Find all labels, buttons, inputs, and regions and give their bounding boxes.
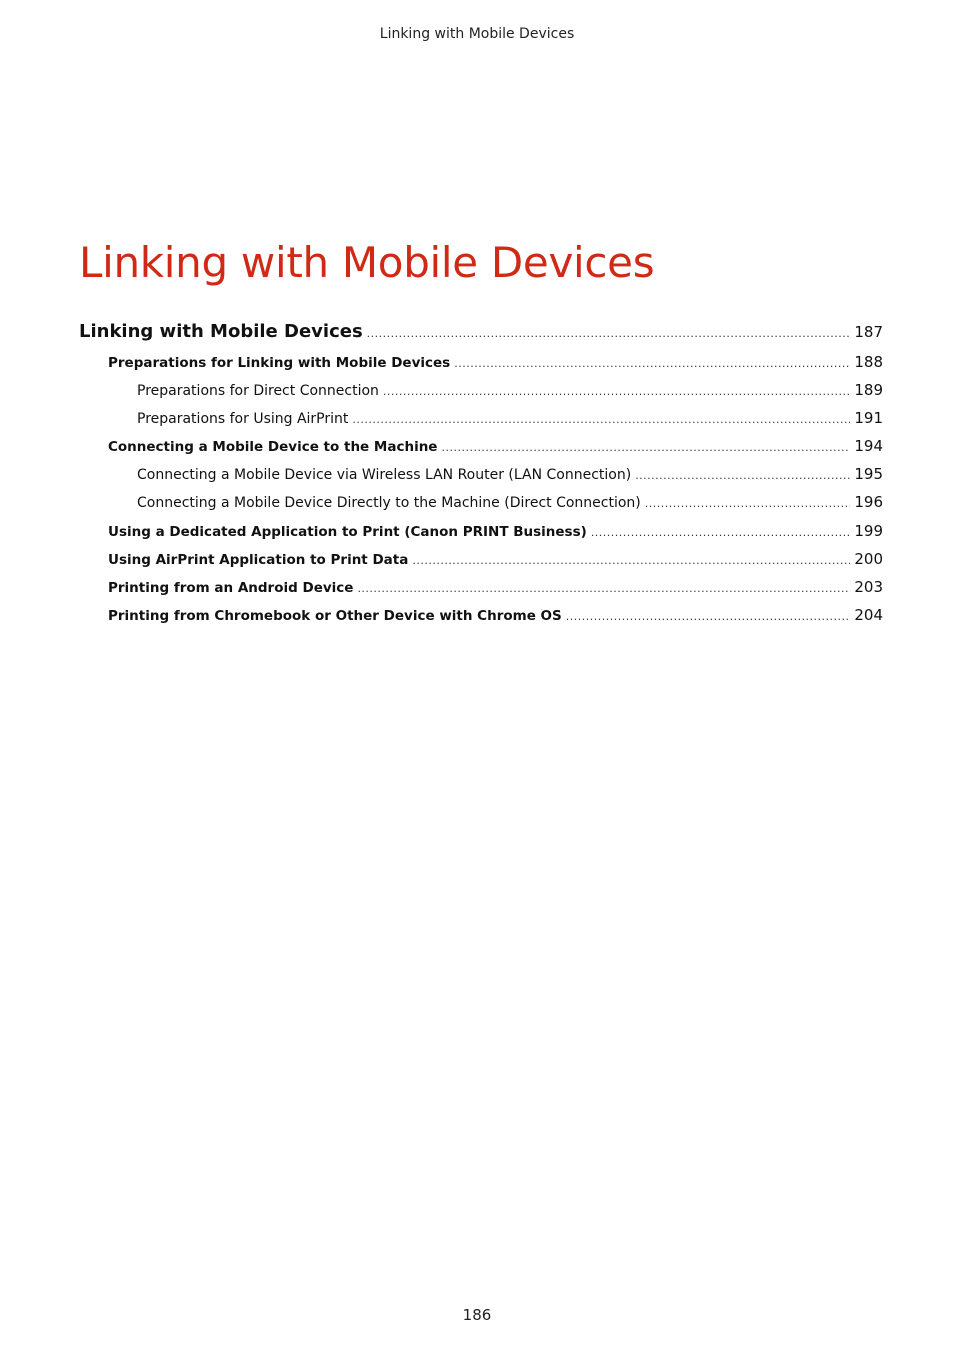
toc-entry-page: 189 [854, 381, 883, 399]
toc-entry-title: Connecting a Mobile Device to the Machine [108, 439, 438, 455]
toc-entry-title: Preparations for Direct Connection [137, 383, 379, 399]
toc-entry-preparations-direct-connection[interactable] [137, 381, 883, 399]
toc-entry-chromebook[interactable] [108, 606, 883, 624]
dot-leader [412, 554, 850, 567]
dot-leader [645, 497, 851, 510]
dot-leader [441, 441, 850, 454]
toc-entry-page: 191 [854, 409, 883, 427]
toc-entry-page: 195 [854, 465, 883, 483]
running-header: Linking with Mobile Devices [379, 26, 575, 42]
dot-leader [357, 582, 850, 595]
toc-entry-preparations-for-linking[interactable] [108, 353, 883, 371]
toc-entry-page: 203 [854, 578, 883, 596]
toc-entry-title: Preparations for Using AirPrint [137, 411, 349, 427]
dot-leader [591, 526, 851, 539]
toc-entry-page: 200 [854, 550, 883, 568]
toc-entry-dedicated-application[interactable] [108, 522, 883, 540]
dot-leader [635, 469, 850, 482]
toc-entry-android-device[interactable] [108, 578, 883, 596]
toc-entry-connecting-directly[interactable] [137, 493, 883, 511]
toc-entry-connecting-mobile-device[interactable] [108, 437, 883, 455]
toc-entry-title: Using AirPrint Application to Print Data [108, 552, 409, 568]
chapter-title: Linking with Mobile Devices [79, 238, 655, 287]
toc-entry-page: 194 [854, 437, 883, 455]
toc-entry-title: Connecting a Mobile Device Directly to the Machine (Direct Connection) [137, 495, 641, 511]
toc-entry-title: Linking with Mobile Devices [79, 321, 363, 342]
toc-entry-title: Using a Dedicated Application to Print (Canon PRINT Business) [108, 524, 587, 540]
toc-entry-page: 187 [854, 323, 883, 341]
toc-entry-title: Preparations for Linking with Mobile Devices [108, 355, 451, 371]
toc-entry-preparations-airprint[interactable] [137, 409, 883, 427]
toc-entry-linking-with-mobile-devices[interactable] [79, 321, 883, 342]
toc-entry-airprint-application[interactable] [108, 550, 883, 568]
toc-entry-title: Connecting a Mobile Device via Wireless LAN Router (LAN Connection) [137, 467, 632, 483]
dot-leader [566, 610, 851, 623]
toc-entry-connecting-via-router[interactable] [137, 465, 883, 483]
toc-entry-page: 199 [854, 522, 883, 540]
dot-leader [367, 327, 851, 340]
toc-entry-page: 196 [854, 493, 883, 511]
dot-leader [454, 357, 850, 370]
dot-leader [352, 413, 850, 426]
toc-entry-title: Printing from Chromebook or Other Device with Chrome OS [108, 608, 562, 624]
dot-leader [383, 385, 850, 398]
toc-entry-page: 188 [854, 353, 883, 371]
toc-entry-page: 204 [854, 606, 883, 624]
page-number: 186 [462, 1306, 492, 1324]
toc-entry-title: Printing from an Android Device [108, 580, 354, 596]
